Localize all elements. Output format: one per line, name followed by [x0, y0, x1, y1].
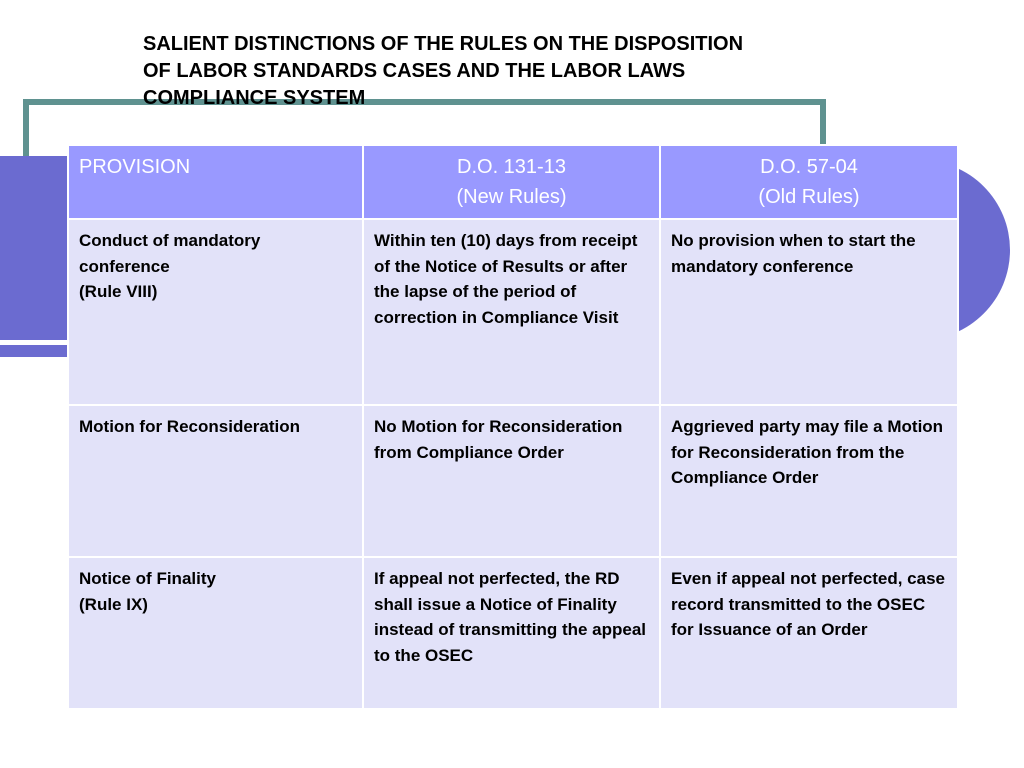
decorative-left-stripe	[0, 345, 68, 357]
header-new-rules	[363, 145, 660, 219]
cell-old-rules	[660, 557, 958, 709]
header-provision	[68, 145, 363, 219]
cell-new-rules-text: Within ten (10) days from receipt of the Notice of Results or after the lapse of the period of correction in Compliance Visit	[374, 231, 638, 327]
header-provision-label: PROVISION	[79, 156, 191, 178]
cell-new-rules	[363, 219, 660, 405]
comparison-table	[67, 144, 959, 710]
cell-old-rules-text: Even if appeal not perfected, case record transmitted to the OSEC for Issuance of an Order	[671, 569, 945, 639]
cell-new-rules	[363, 405, 660, 557]
decorative-left-block	[0, 156, 68, 340]
cell-new-rules-text: No Motion for Reconsideration from Compliance Order	[374, 417, 623, 462]
cell-provision-text: Motion for Reconsideration	[79, 417, 300, 436]
cell-old-rules-text: Aggrieved party may file a Motion for Reconsideration from the Compliance Order	[671, 417, 944, 487]
cell-new-rules	[363, 557, 660, 709]
cell-provision-text: Notice of Finality (Rule IX)	[79, 569, 216, 614]
cell-provision	[68, 557, 363, 709]
cell-old-rules-text: No provision when to start the mandatory conference	[671, 231, 916, 276]
table-row	[68, 405, 958, 557]
cell-new-rules-text: If appeal not perfected, the RD shall issue a Notice of Finality instead of transmitting the appeal to the OSEC	[374, 569, 647, 665]
cell-old-rules	[660, 219, 958, 405]
cell-provision-text: Conduct of mandatory conference (Rule VIII)	[79, 231, 261, 301]
slide-title: SALIENT DISTINCTIONS OF THE RULES ON THE DISPOSITION OF LABOR STANDARDS CASES AND THE LABOR LAWS COMPLIANCE SYSTEM	[143, 33, 744, 109]
table-row	[68, 219, 958, 405]
cell-provision	[68, 219, 363, 405]
cell-provision	[68, 405, 363, 557]
header-old-rules	[660, 145, 958, 219]
header-new-rules-label: D.O. 131-13 (New Rules)	[456, 156, 567, 208]
table-header-row	[68, 145, 958, 219]
header-old-rules-label: D.O. 57-04 (Old Rules)	[758, 156, 860, 208]
cell-old-rules	[660, 405, 958, 557]
table-row	[68, 557, 958, 709]
